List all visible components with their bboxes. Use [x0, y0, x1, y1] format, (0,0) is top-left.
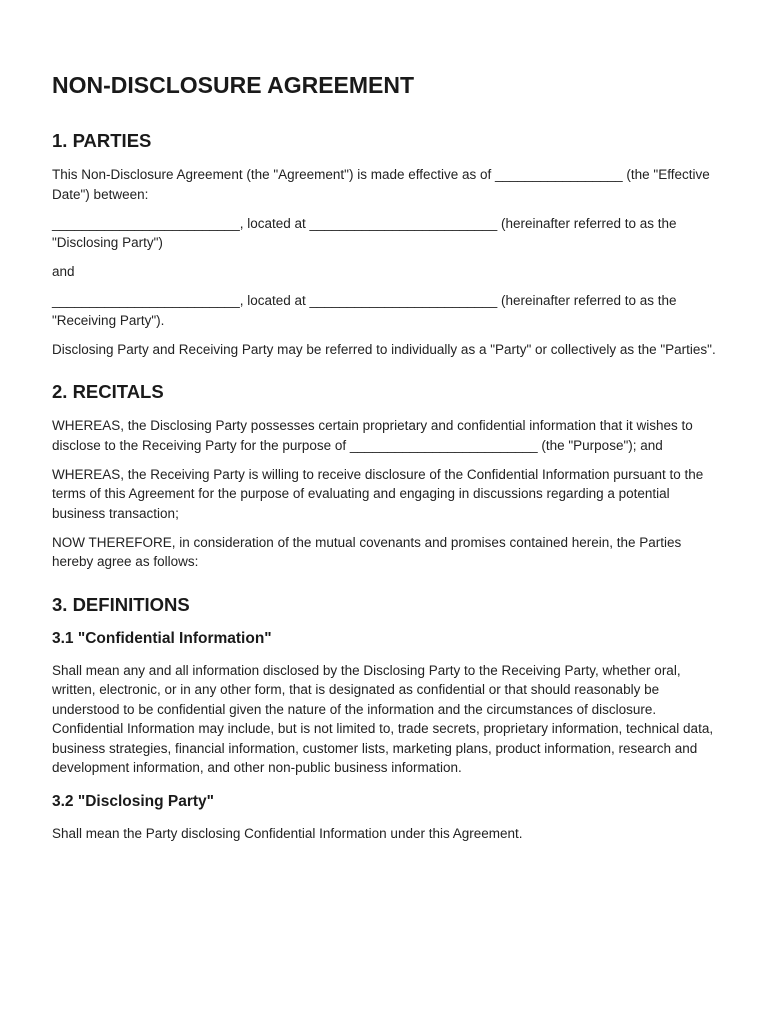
parties-definition-paragraph: Disclosing Party and Receiving Party may be referred to individually as a "Party" or collectively as the "Parties". [52, 341, 716, 357]
confidential-information-definition: Shall mean any and all information disclosed by the Disclosing Party to the Receiving Party, whether oral, written, electronic, or in any other form, that is designated as confidential or that should reasonably be understood to be confidential given the nature of the information and the circumstances of disclosure. Confidential Information may include, but is not limited to, trade secrets, proprietary information, technical data, business strategies, financial information, customer lists, marketing plans, product information, research and development information, and other non-public business information. [52, 662, 714, 775]
disclosing-party-definition: Shall mean the Party disclosing Confidential Information under this Agreement. [52, 825, 523, 841]
subsection-heading-disclosing-party: 3.2 "Disclosing Party" [52, 792, 215, 810]
subsection-confidential-information [52, 629, 718, 778]
subsection-heading-confidential-information: 3.1 "Confidential Information" [52, 629, 272, 647]
receiving-party-paragraph: _________________________, located at _________________________ (hereinafter referred to as the "Receiving Party"). [52, 293, 677, 328]
disclosing-party-paragraph: _________________________, located at _________________________ (hereinafter referred to as the "Disclosing Party") [52, 215, 677, 250]
recital-willing-paragraph: WHEREAS, the Receiving Party is willing to receive disclosure of the Confidential Information pursuant to the terms of this Agreement for the purpose of evaluating and engaging in discussions regarding a potential business transaction; [52, 466, 704, 521]
recital-purpose-paragraph: WHEREAS, the Disclosing Party possesses certain proprietary and confidential information that it wishes to disclose to the Receiving Party for the purpose of _________________________ (the "Purpose"); and [52, 418, 693, 453]
section-recitals [52, 380, 718, 572]
subsection-disclosing-party [52, 792, 718, 844]
and-paragraph: and [52, 264, 75, 279]
document-title: NON-DISCLOSURE AGREEMENT [52, 72, 415, 98]
section-heading-parties: 1. PARTIES [52, 130, 152, 151]
section-heading-recitals: 2. RECITALS [52, 381, 164, 402]
section-heading-definitions: 3. DEFINITIONS [52, 593, 190, 615]
recital-now-therefore-paragraph: NOW THEREFORE, in consideration of the mutual covenants and promises contained herein, the Parties hereby agree as follows: [52, 534, 682, 569]
section-parties [52, 129, 718, 359]
parties-intro-paragraph: This Non-Disclosure Agreement (the "Agreement") is made effective as of _________________ (the "Effective Date") between: [52, 167, 710, 202]
section-definitions [52, 593, 718, 844]
